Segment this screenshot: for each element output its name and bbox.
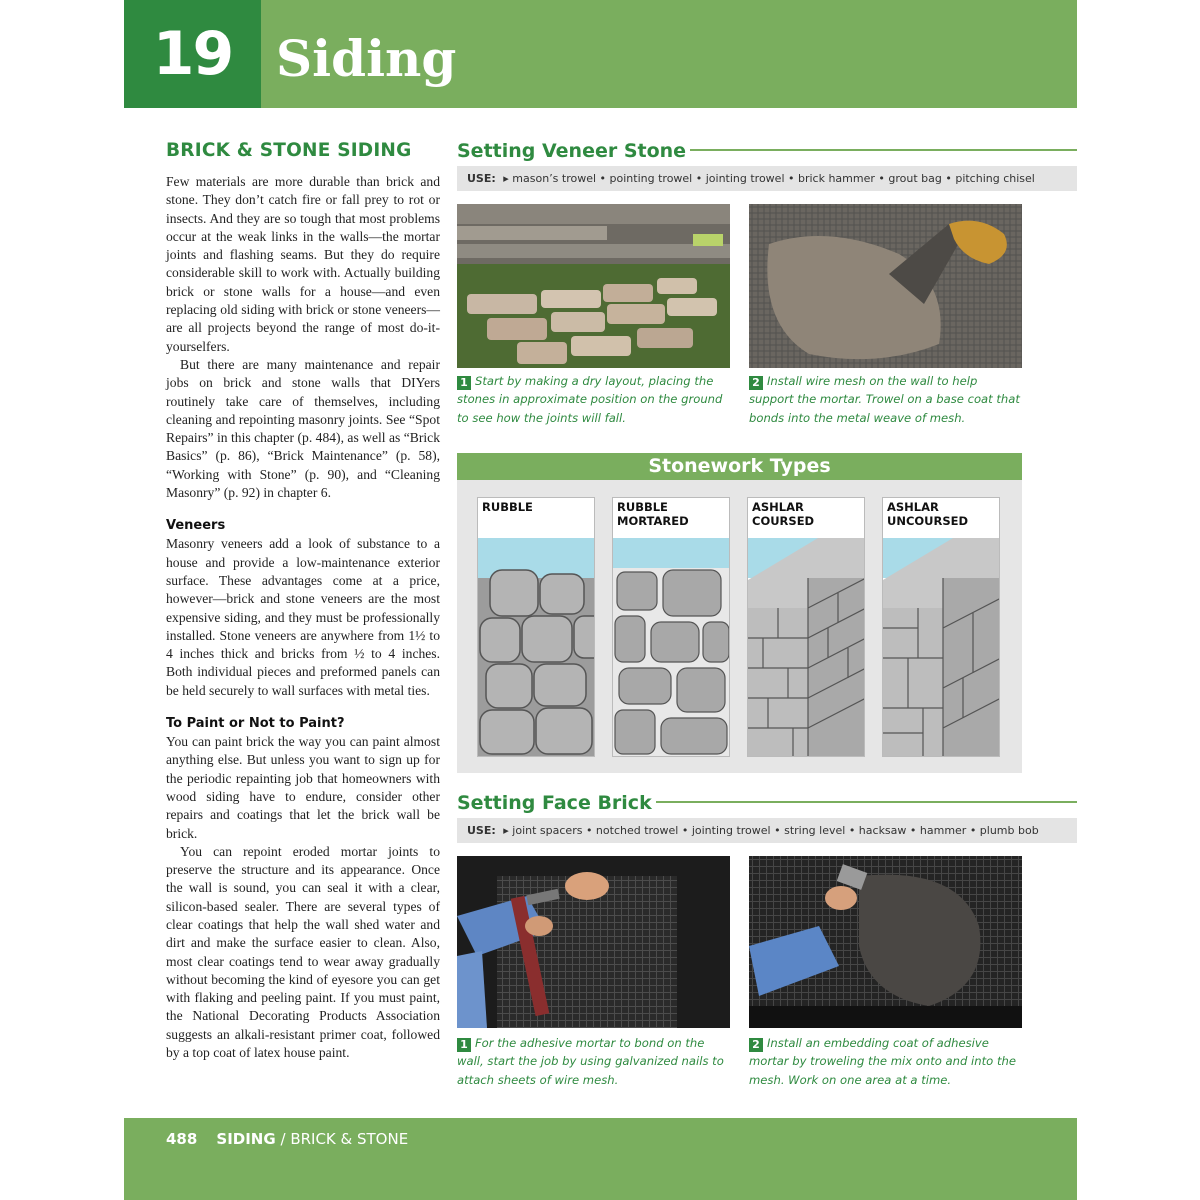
nailing-mesh-image [457, 856, 730, 1028]
brick-title: Setting Face Brick [457, 792, 656, 814]
stonework-ashlar-uncoursed [882, 497, 1000, 757]
paint-heading: To Paint or Not to Paint? [166, 716, 345, 732]
ashlar-uncoursed-illustration [883, 498, 1000, 757]
dry-layout-photo [457, 204, 730, 368]
veneer-title-row [457, 140, 1077, 166]
brick-tools-list: ▸ joint spacers • notched trowel • jointing trowel • string level • hacksaw • hammer • plumb bob [503, 824, 1039, 837]
face-brick-section [457, 792, 1077, 1087]
use-label: USE: [467, 824, 496, 837]
page-number: 488 [166, 1130, 198, 1148]
footer-text [166, 1130, 408, 1148]
step-number-badge: 1 [457, 1038, 471, 1052]
stonework-rubble [477, 497, 595, 757]
footer-separator: / [280, 1130, 286, 1148]
paint-paragraph-2: You can repoint eroded mortar joints to preserve the structure and its appearance. Once the wall is sound, you can seal it with a clear, silicon-based sealer. There are several types of clear coatings that help the wall shed water and dirt and make the surface easier to clean. Also, most clear coatings tend to wear away gradually without becoming the kind of eyesore you can get with flaking and peeling paint. If you must paint, the National Decorating Products Association suggests an alkali-resistant primer coat, followed by a top coat of latex house paint. [166, 843, 440, 1061]
stonework-ashlar-coursed [747, 497, 865, 757]
brick-title-row [457, 792, 1077, 818]
veneer-section [457, 140, 1077, 425]
footer-section: SIDING [216, 1130, 276, 1148]
brick-step-1-caption: 1 For the adhesive mortar to bond on the wall, start the job by using galvanized nails to attach sheets of wire mesh. [457, 1036, 724, 1087]
use-label: USE: [467, 172, 496, 185]
veneers-heading: Veneers [166, 518, 226, 534]
footer-subsection: BRICK & STONE [290, 1130, 409, 1148]
intro-paragraph: Few materials are more durable than brick and stone. They don’t catch fire or fall prey to rot or insects. And they are so tough that most problems occur at the weak links in the walls—the mortar joints and flashing seams. But they do require considerable skill to work with. Actually building brick or stone walls for a house—and even replacing old siding with brick or stone veneers—are all projects beyond the range of most do-it-yourselfers. [166, 174, 440, 354]
stonework-label: ASHLAR COURSED [752, 500, 815, 528]
brick-step-2-caption: 2 Install an embedding coat of adhesive mortar by troweling the mix onto and into the mesh. Work on one area at a time. [749, 1036, 1016, 1087]
veneer-tools-list: ▸ mason’s trowel • pointing trowel • jointing trowel • brick hammer • grout bag • pitching chisel [503, 172, 1035, 185]
step-number-badge: 1 [457, 376, 471, 390]
brick-tools-bar [457, 818, 1077, 843]
chapter-number: 19 [124, 0, 261, 108]
veneer-photo-row [457, 204, 1077, 425]
veneer-step-2-caption: 2 Install wire mesh on the wall to help support the mortar. Trowel on a base coat that bonds into the metal weave of mesh. [749, 374, 1020, 425]
veneer-title: Setting Veneer Stone [457, 140, 690, 162]
chapter-header [124, 0, 1077, 108]
veneers-paragraph: Masonry veneers add a look of substance to a house and provide a low-maintenance exterior surface. These advantages come at a price, however—brick and stone veneers are the most expensive siding, and they must be professionally installed. Stone veneers are anywhere from 1½ to 4 inches thick and bricks from ½ to 4 inches. Both individual pieces and preformed panels can be held securely to wall surfaces with metal ties. [166, 536, 440, 698]
stonework-rubble-mortared [612, 497, 730, 757]
page-footer [124, 1118, 1077, 1200]
nailing-mesh-photo [457, 856, 730, 1028]
brick-photo-row [457, 856, 1077, 1087]
stonework-label: RUBBLE [482, 500, 533, 514]
troweling-mortar-photo [749, 856, 1022, 1028]
troweling-mortar-image [749, 856, 1022, 1028]
stonework-label: ASHLAR UNCOURSED [887, 500, 969, 528]
left-column [166, 140, 440, 1062]
dry-layout-image [457, 204, 730, 368]
rubble-illustration [478, 498, 595, 757]
chapter-title: Siding [276, 29, 457, 88]
maintenance-paragraph: But there are many maintenance and repair jobs on brick and stone walls that DIYers routinely take care of themselves, including cleaning and repointing masonry joints. See “Spot Repairs” in this chapter (p. 484), as well as “Brick Basics” (p. 86), “Brick Maintenance” (p. 58), “Working with Stone” (p. 90), and “Cleaning Masonry” (p. 92) in chapter 6. [166, 356, 440, 501]
wire-mesh-image [749, 204, 1022, 368]
stonework-title: Stonework Types [457, 453, 1022, 480]
section-heading: BRICK & STONE SIDING [166, 140, 412, 161]
paint-paragraph-1: You can paint brick the way you can paint almost anything else. But unless you want to sign up for the periodic repainting job that homeowners with wood siding have to endure, consider other repairs and coatings that let the brick wall be brick. [166, 734, 440, 841]
veneer-step-1-caption: 1 Start by making a dry layout, placing the stones in approximate position on the ground to see how the joints will fall. [457, 374, 723, 425]
stonework-types-panel [457, 453, 1022, 773]
step-number-badge: 2 [749, 376, 763, 390]
step-number-badge: 2 [749, 1038, 763, 1052]
ashlar-coursed-illustration [748, 498, 865, 757]
rubble-mortared-illustration [613, 498, 730, 757]
stonework-label: RUBBLE MORTARED [617, 500, 689, 528]
wire-mesh-photo [749, 204, 1022, 368]
veneer-tools-bar [457, 166, 1077, 191]
